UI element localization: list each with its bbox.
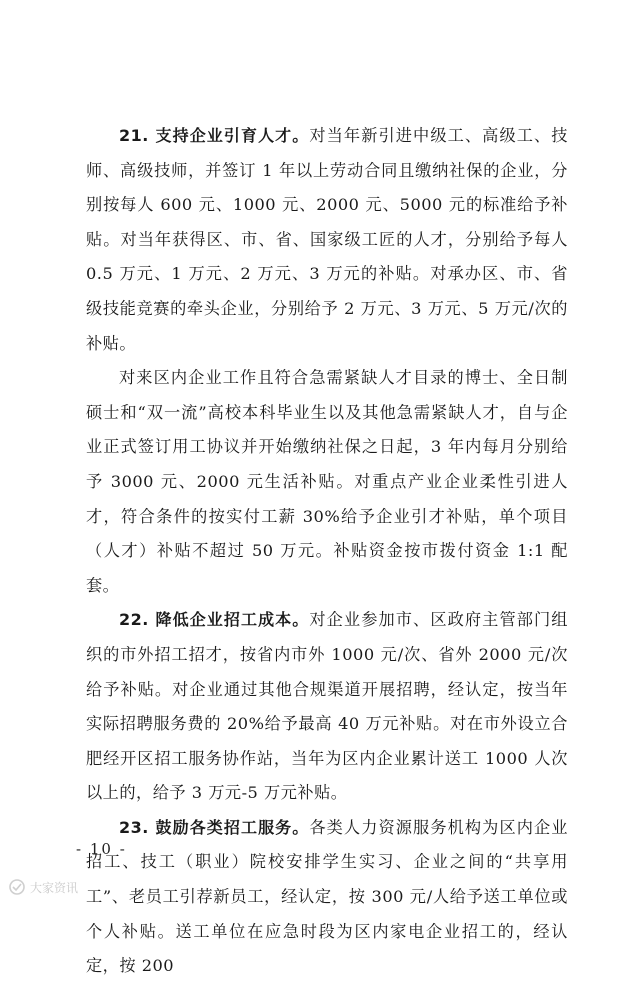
section-heading-22: 22. 降低企业招工成本。 [119,610,310,630]
section-heading-21: 21. 支持企业引育人才。 [119,126,310,145]
paragraph-21-continued [86,361,568,603]
watermark-logo-icon [8,878,26,896]
paragraph-text: 对当年新引进中级工、高级工、技师、高级技师，并签订 1 年以上劳动合同且缴纳社保的企业，分别按每人 600 元、1000 元、2000 元、5000 元的标准给予补贴。对当年获得区、市、省、国家级工匠的人才，分别给予每人 0.5 万元、1 万元、2 万元、3 万元的补贴。对承办区、市、省级技能竞赛的牵头企业，分别给予 2 万元、3 万元、5 万元/次的补贴。 [86,126,568,353]
paragraph-23 [86,811,568,984]
watermark [8,878,78,896]
paragraph-text: 对企业参加市、区政府主管部门组织的市外招工招才，按省内市外 1000 元/次、省外 2000 元/次给予补贴。对企业通过其他合规渠道开展招聘，经认定，按当年实际招聘服务费的 20%给予最高 40 万元补贴。对在市外设立合肥经开区招工服务协作站，当年为区内企业累计送工 1000 人次以上的，给予 3 万元-5 万元补贴。 [86,610,568,803]
paragraph-text: 各类人力资源服务机构为区内企业招工、技工（职业）院校安排学生实习、企业之间的“共享用工”、老员工引荐新员工，经认定，按 300 元/人给予送工单位或个人补贴。送工单位在应急时段为区内家电企业招工的，经认定，按 200 [86,817,568,976]
page-number: - 10 - [76,840,127,858]
paragraph-text: 对来区内企业工作且符合急需紧缺人才目录的博士、全日制硕士和“双一流”高校本科毕业生以及其他急需紧缺人才，自与企业正式签订用工协议并开始缴纳社保之日起，3 年内每月分别给予 3000 元、2000 元生活补贴。对重点产业企业柔性引进人才，符合条件的按实付工薪 30%给予企业引才补贴，单个项目（人才）补贴不超过 50 万元。补贴资金按市拨付资金 1:1 配套。 [86,368,568,595]
watermark-text: 大家资讯 [30,880,79,895]
paragraph-22 [86,603,568,811]
paragraph-21 [86,119,568,361]
section-heading-23: 23. 鼓励各类招工服务。 [119,817,310,837]
